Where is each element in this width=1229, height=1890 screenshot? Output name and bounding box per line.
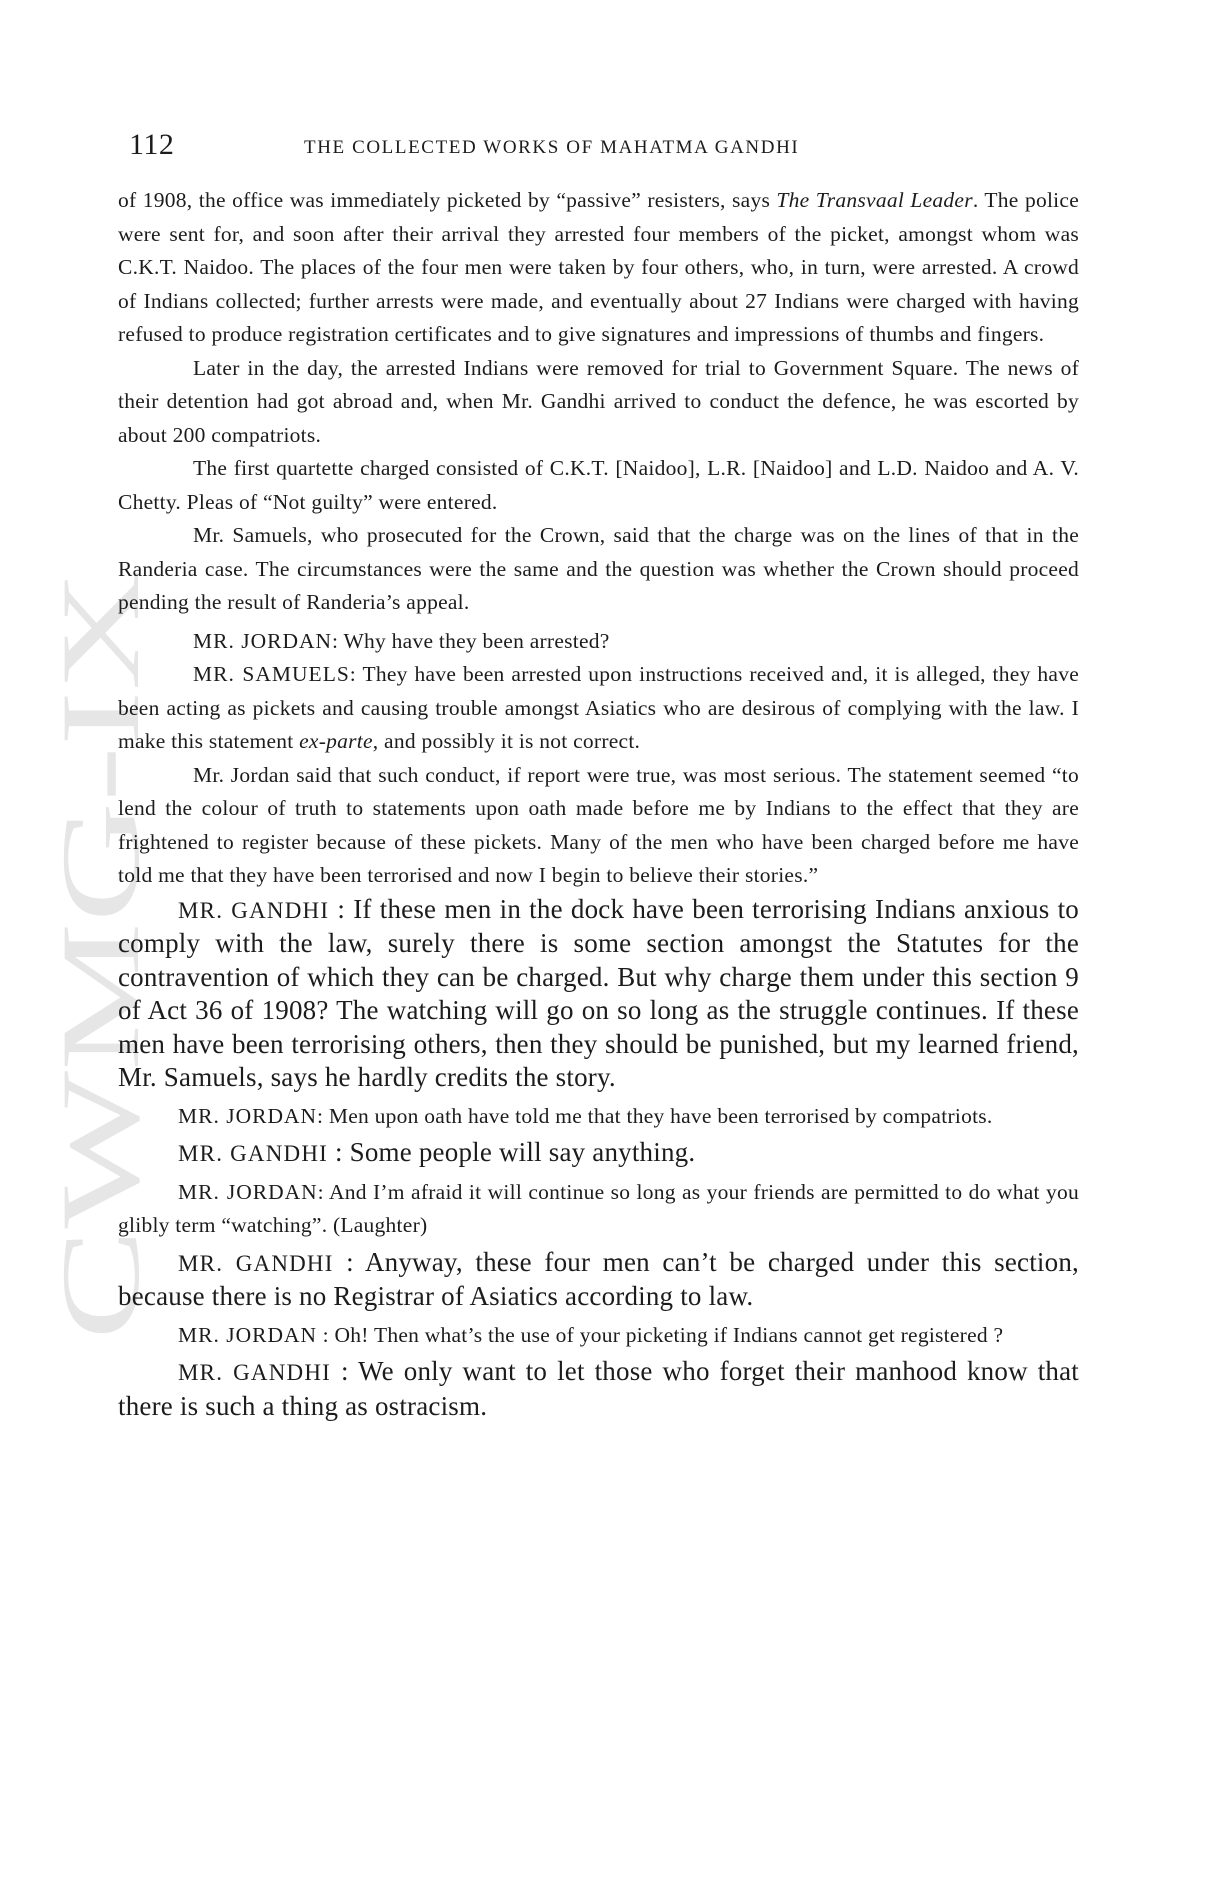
- speaker-label: MR. GANDHI: [178, 1250, 334, 1276]
- dialogue-line: MR. JORDAN: And I’m afraid it will continue so long as your friends are permitted to do what you glibly term “watching”. (Laughter): [118, 1179, 1079, 1237]
- paragraph-continuation: of 1908, the office was immediately picketed by “passive” resisters, says The Transvaal Leader. The police were sent for, and soon after their arrival they arrested four members of the picket, amongst whom was C.K.T. Naidoo. The places of the four men were taken by four others, who, in turn, were arrested. A crowd of Indians collected; further arrests were made, and eventually about 27 Indians were charged with having refused to produce registration certificates and to give signatures and impressions of thumbs and fingers.: [118, 188, 1079, 346]
- dialogue-line: MR. GANDHI : Some people will say anything.: [178, 1137, 696, 1167]
- speaker-label: MR. JORDAN: [178, 1322, 318, 1347]
- speaker-label: MR. JORDAN: [178, 1179, 318, 1204]
- dialogue-line: MR. GANDHI : Anyway, these four men can’t be charged under this section, because there is no Registrar of Asiatics according to law.: [118, 1246, 1079, 1311]
- dialogue-line: MR. GANDHI : We only want to let those who forget their manhood know that there is such a thing as ostracism.: [118, 1356, 1079, 1421]
- latin-term: ex-parte: [299, 729, 373, 753]
- speaker-label: MR. JORDAN: [178, 1103, 318, 1128]
- speaker-label: MR. JORDAN: [193, 628, 333, 653]
- dialogue-line: MR. JORDAN : Oh! Then what’s the use of your picketing if Indians cannot get registered ?: [178, 1322, 1004, 1347]
- running-head: THE COLLECTED WORKS OF MAHATMA GANDHI: [304, 137, 800, 158]
- page-number: 112: [129, 128, 175, 161]
- speaker-label: MR. GANDHI: [178, 1360, 331, 1385]
- watermark-text: CWMG-IX: [39, 823, 163, 1340]
- speaker-label: MR. GANDHI: [178, 897, 330, 923]
- newspaper-title: The Transvaal Leader: [776, 188, 973, 212]
- paragraph: The first quartette charged consisted of C.K.T. [Naidoo], L.R. [Naidoo] and L.D. Naidoo and A. V. Chetty. Pleas of “Not guilty” were entered.: [118, 456, 1079, 514]
- paragraph: Later in the day, the arrested Indians were removed for trial to Government Square. The news of their detention had got abroad and, when Mr. Gandhi arrived to conduct the defence, he was escorted by about 200 compatriots.: [118, 355, 1079, 447]
- dialogue-line: MR. GANDHI : If these men in the dock have been terrorising Indians anxious to comply with the law, surely there is some section amongst the Statutes for the contravention of which they can be charged. But why charge them under this section 9 of Act 36 of 1908? The watching will go on so long as the struggle continues. If these men have been terrorising others, then they should be punished, but my learned friend, Mr. Samuels, says he hardly credits the story.: [118, 893, 1079, 1092]
- page-body: [118, 184, 1079, 1423]
- speaker-label: MR. GANDHI: [178, 1141, 328, 1166]
- paragraph: Mr. Samuels, who prosecuted for the Crown, said that the charge was on the lines of that in the Randeria case. The circumstances were the same and the question was whether the Crown should proceed pending the result of Randeria’s appeal.: [118, 523, 1079, 614]
- dialogue-line: MR. SAMUELS: They have been arrested upon instructions received and, it is alleged, they have been acting as pickets and causing trouble amongst Asiatics who are desirous of complying with the law. I make this statement ex-parte, and possibly it is not correct.: [118, 662, 1080, 753]
- dialogue-line: MR. JORDAN: Why have they been arrested?: [193, 628, 610, 653]
- paragraph: Mr. Jordan said that such conduct, if report were true, was most serious. The statement seemed “to lend the colour of truth to statements upon oath made before me by Indians to the effect that they are frightened to register because of these pickets. Many of the men who have been charged before me have told me that they have been terrorised and now I begin to believe their stories.”: [118, 762, 1079, 887]
- speaker-label: MR. SAMUELS: [193, 662, 350, 686]
- dialogue-line: MR. JORDAN: Men upon oath have told me that they have been terrorised by compatriots.: [178, 1103, 993, 1128]
